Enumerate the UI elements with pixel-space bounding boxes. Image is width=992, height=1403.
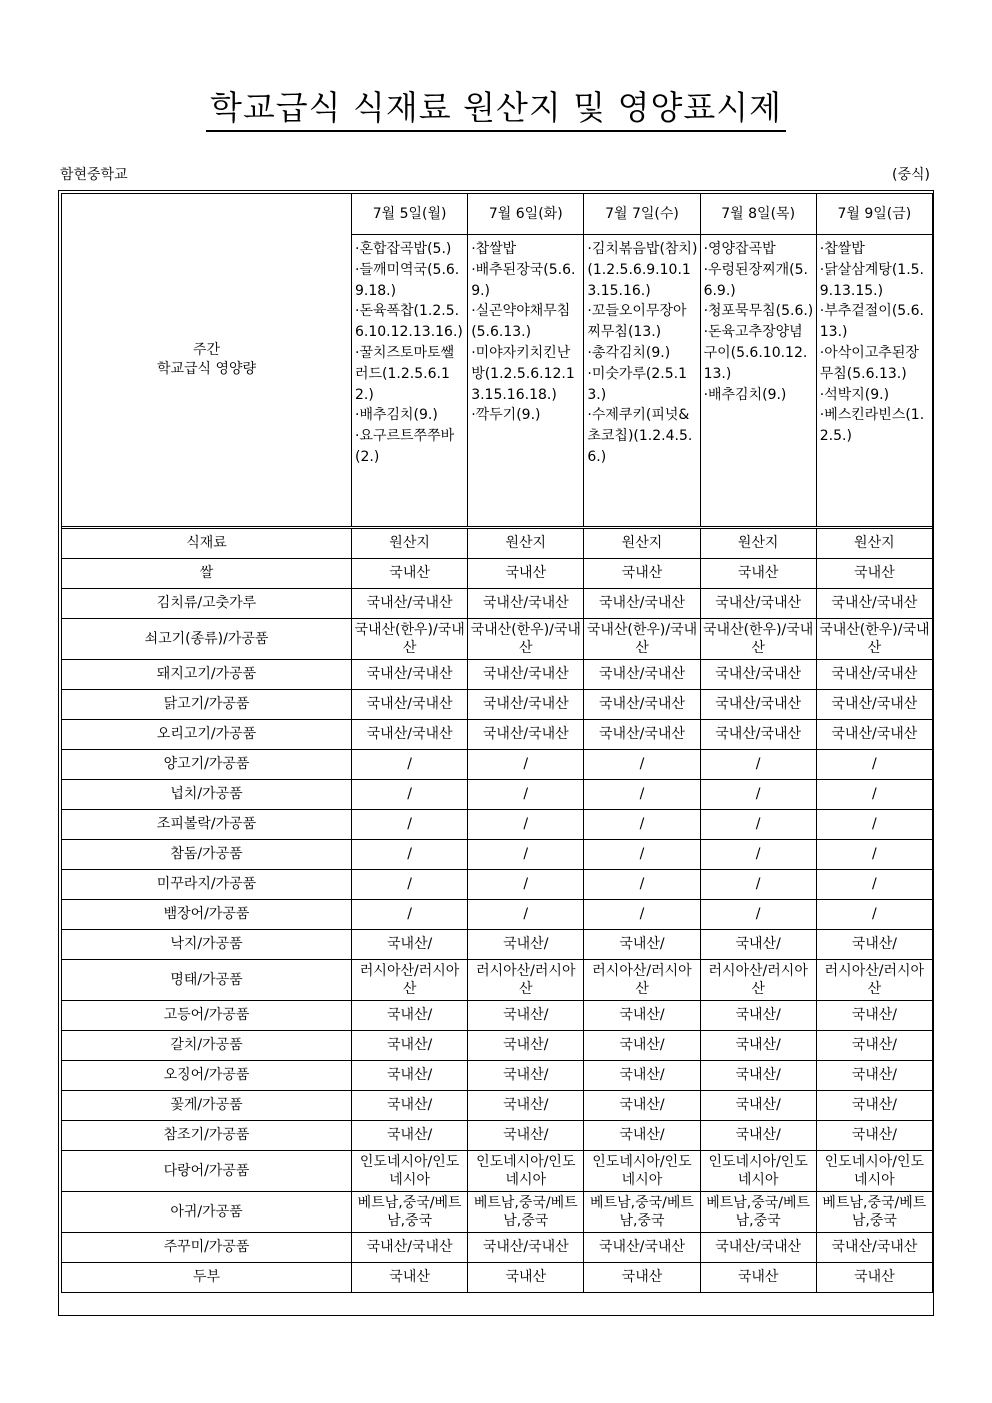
origin-value: 국내산/국내산 — [816, 660, 932, 690]
menu-item: ·꿀치즈토마토쌜러드(1.2.5.6.12.) — [355, 344, 455, 403]
menu-item: ·찹쌀밥 — [819, 241, 865, 257]
origin-value: / — [468, 840, 584, 870]
menu-item: ·청포묵무침(5.6.) — [703, 303, 814, 320]
origin-value: 국내산/ — [584, 1121, 700, 1151]
daily-menu-cell — [468, 235, 584, 527]
origin-row — [62, 1192, 933, 1233]
origin-header: 원산지 — [584, 529, 700, 559]
day-header-row — [62, 194, 933, 235]
menu-item: ·돈육폭찹(1.2.5.6.10.12.13.16.) — [355, 303, 463, 341]
menu-item: ·혼합잡곡밥(5.) — [355, 241, 452, 257]
origin-header-row — [62, 529, 933, 559]
origin-value: 국내산 — [700, 1263, 816, 1293]
origin-value: 국내산/국내산 — [584, 720, 700, 750]
ingredient-name: 쇠고기(종류)/가공품 — [62, 619, 352, 660]
ingredient-name: 닭고기/가공품 — [62, 690, 352, 720]
menu-item: ·찹쌀밥 — [471, 241, 517, 257]
meal-type: (중식) — [892, 167, 930, 183]
day-header: 7월 9일(금) — [816, 194, 932, 235]
origin-value: 국내산/ — [352, 1001, 468, 1031]
origin-row — [62, 660, 933, 690]
origin-value: 국내산/국내산 — [584, 1233, 700, 1263]
origin-row — [62, 1061, 933, 1091]
origin-value: 국내산/ — [584, 930, 700, 960]
origin-value: 국내산/ — [700, 930, 816, 960]
menu-origin-table — [61, 193, 933, 1293]
origin-value: 러시아산/러시아산 — [584, 960, 700, 1001]
menu-item: ·돈육고추장양념구이(5.6.10.12.13.) — [703, 324, 808, 382]
ingredient-name: 쌀 — [62, 559, 352, 589]
origin-value: 국내산/국내산 — [352, 690, 468, 720]
origin-value: 국내산/국내산 — [700, 690, 816, 720]
ingredient-name: 김치류/고춧가루 — [62, 589, 352, 619]
origin-value: 국내산/국내산 — [584, 660, 700, 690]
origin-value: 국내산 — [468, 559, 584, 589]
origin-header-label: 식재료 — [62, 529, 352, 559]
origin-value: 국내산/국내산 — [700, 1233, 816, 1263]
origin-row — [62, 559, 933, 589]
origin-header: 원산지 — [468, 529, 584, 559]
origin-value: 국내산(한우)/국내산 — [816, 619, 932, 660]
origin-value: / — [816, 750, 932, 780]
origin-value: 국내산(한우)/국내산 — [352, 619, 468, 660]
menu-item: ·배추김치(9.) — [355, 407, 438, 424]
origin-value: 국내산/국내산 — [468, 660, 584, 690]
origin-value: 국내산/ — [700, 1091, 816, 1121]
ingredient-name: 꽃게/가공품 — [62, 1091, 352, 1121]
ingredient-name: 갈치/가공품 — [62, 1031, 352, 1061]
day-header: 7월 7일(수) — [584, 194, 700, 235]
origin-value: 국내산/국내산 — [700, 660, 816, 690]
origin-value: / — [468, 900, 584, 930]
origin-value: 베트남,중국/베트남,중국 — [584, 1192, 700, 1233]
daily-menu-cell — [584, 235, 700, 527]
origin-value: 국내산/ — [468, 1031, 584, 1061]
menu-item: ·배추김치(9.) — [703, 386, 787, 403]
menu-item: ·실곤약야채무침(5.6.13.) — [471, 303, 571, 341]
ingredient-name: 미꾸라지/가공품 — [62, 870, 352, 900]
ingredient-name: 조피볼락/가공품 — [62, 810, 352, 840]
origin-value: 국내산/ — [584, 1061, 700, 1091]
origin-row — [62, 1151, 933, 1192]
origin-value: 국내산/ — [352, 1031, 468, 1061]
origin-row — [62, 750, 933, 780]
origin-value: 러시아산/러시아산 — [352, 960, 468, 1001]
origin-value: / — [468, 870, 584, 900]
ingredient-name: 양고기/가공품 — [62, 750, 352, 780]
nutrition-label-cell — [62, 194, 352, 527]
origin-value: 국내산/국내산 — [352, 720, 468, 750]
origin-value: 국내산/국내산 — [816, 1233, 932, 1263]
origin-value: 국내산/국내산 — [468, 720, 584, 750]
origin-value: / — [352, 750, 468, 780]
origin-value: / — [700, 780, 816, 810]
origin-value: 국내산 — [468, 1263, 584, 1293]
origin-header: 원산지 — [700, 529, 816, 559]
ingredient-name: 아귀/가공품 — [62, 1192, 352, 1233]
origin-value: 국내산 — [584, 559, 700, 589]
origin-value: 인도네시아/인도네시아 — [584, 1151, 700, 1192]
origin-value: 국내산/ — [700, 1001, 816, 1031]
origin-value: / — [352, 840, 468, 870]
origin-value: 국내산/국내산 — [700, 720, 816, 750]
origin-value: 국내산 — [816, 1263, 932, 1293]
origin-value: / — [468, 780, 584, 810]
origin-value: / — [700, 900, 816, 930]
origin-value: 국내산/ — [816, 1121, 932, 1151]
origin-value: 국내산 — [816, 559, 932, 589]
menu-item: ·깍두기(9.) — [471, 407, 541, 424]
origin-row — [62, 900, 933, 930]
origin-value: 러시아산/러시아산 — [468, 960, 584, 1001]
menu-item: ·부추겉절이(5.6.13.) — [819, 303, 924, 341]
menu-item: ·미숫가루(2.5.13.) — [587, 365, 688, 403]
origin-value: / — [700, 810, 816, 840]
origin-value: 러시아산/러시아산 — [700, 960, 816, 1001]
origin-value: 국내산/ — [816, 1091, 932, 1121]
menu-item: ·들깨미역국(5.6.9.18.) — [355, 261, 460, 299]
daily-menu-cell — [700, 235, 816, 527]
origin-value: 국내산/국내산 — [584, 690, 700, 720]
origin-value: 국내산/ — [352, 1061, 468, 1091]
document-title-wrap — [0, 88, 992, 132]
ingredient-name: 명태/가공품 — [62, 960, 352, 1001]
day-header: 7월 6일(화) — [468, 194, 584, 235]
origin-value: 국내산/국내산 — [468, 589, 584, 619]
origin-value: 국내산/ — [468, 1121, 584, 1151]
origin-value: 국내산/ — [816, 1001, 932, 1031]
origin-value: 국내산/국내산 — [700, 589, 816, 619]
origin-value: / — [816, 780, 932, 810]
origin-value: 베트남,중국/베트남,중국 — [352, 1192, 468, 1233]
origin-value: / — [584, 840, 700, 870]
origin-value: / — [352, 780, 468, 810]
origin-value: 국내산(한우)/국내산 — [700, 619, 816, 660]
origin-row — [62, 690, 933, 720]
school-name: 함현중학교 — [60, 167, 128, 183]
origin-value: 국내산/ — [816, 1061, 932, 1091]
origin-value: 국내산(한우)/국내산 — [584, 619, 700, 660]
origin-value: / — [584, 780, 700, 810]
origin-row — [62, 840, 933, 870]
origin-value: 국내산 — [352, 559, 468, 589]
origin-value: / — [584, 810, 700, 840]
day-header: 7월 8일(목) — [700, 194, 816, 235]
origin-row — [62, 930, 933, 960]
origin-row — [62, 810, 933, 840]
origin-value: / — [816, 900, 932, 930]
origin-value: 국내산/국내산 — [816, 589, 932, 619]
origin-value: / — [584, 750, 700, 780]
origin-value: 국내산/ — [584, 1001, 700, 1031]
menu-item: ·미야자키치킨난방(1.2.5.6.12.13.15.16.18.) — [471, 344, 575, 403]
menu-item: ·영양잡곡밥 — [703, 241, 776, 257]
origin-row — [62, 960, 933, 1001]
origin-row — [62, 870, 933, 900]
origin-header: 원산지 — [352, 529, 468, 559]
daily-menu-cell — [816, 235, 932, 527]
menu-item: ·꼬들오이무장아찌무침(13.) — [587, 303, 687, 341]
origin-value: 국내산/국내산 — [468, 1233, 584, 1263]
origin-value: 국내산/ — [816, 1031, 932, 1061]
menu-item: ·우렁된장찌개(5.6.9.) — [703, 261, 808, 299]
origin-header: 원산지 — [816, 529, 932, 559]
menu-item: ·요구르트쭈쭈바(2.) — [355, 428, 455, 465]
origin-row — [62, 1001, 933, 1031]
origin-row — [62, 1121, 933, 1151]
origin-value: 국내산/ — [468, 930, 584, 960]
ingredient-name: 다랑어/가공품 — [62, 1151, 352, 1192]
origin-value: 국내산/ — [352, 930, 468, 960]
origin-value: 국내산/ — [816, 930, 932, 960]
origin-value: 국내산/ — [700, 1061, 816, 1091]
origin-value: 국내산/ — [584, 1031, 700, 1061]
menu-item: ·베스킨라빈스(1.2.5.) — [819, 407, 925, 445]
origin-value: 국내산/국내산 — [352, 589, 468, 619]
origin-value: 국내산/국내산 — [352, 1233, 468, 1263]
day-header: 7월 5일(월) — [352, 194, 468, 235]
origin-value: / — [700, 870, 816, 900]
origin-value: 국내산/국내산 — [816, 720, 932, 750]
origin-row — [62, 619, 933, 660]
menu-item: ·김치볶음밥(참치)(1.2.5.6.9.10.13.15.16.) — [587, 241, 698, 299]
origin-value: 국내산 — [584, 1263, 700, 1293]
origin-value: 인도네시아/인도네시아 — [468, 1151, 584, 1192]
origin-row — [62, 1031, 933, 1061]
origin-value: 국내산/ — [700, 1031, 816, 1061]
ingredient-name: 뱀장어/가공품 — [62, 900, 352, 930]
ingredient-name: 주꾸미/가공품 — [62, 1233, 352, 1263]
origin-value: / — [700, 840, 816, 870]
origin-value: 베트남,중국/베트남,중국 — [468, 1192, 584, 1233]
origin-value: 국내산/ — [352, 1121, 468, 1151]
menu-item: ·수제쿠키(피넛&초코칩)(1.2.4.5.6.) — [587, 407, 693, 465]
origin-value: 국내산/ — [468, 1061, 584, 1091]
origin-value: 국내산/ — [468, 1091, 584, 1121]
daily-menu-cell — [352, 235, 468, 527]
ingredient-name: 넙치/가공품 — [62, 780, 352, 810]
ingredient-name: 낙지/가공품 — [62, 930, 352, 960]
origin-value: / — [816, 870, 932, 900]
origin-value: 인도네시아/인도네시아 — [816, 1151, 932, 1192]
origin-row — [62, 1233, 933, 1263]
origin-value: 국내산/ — [468, 1001, 584, 1031]
menu-item: ·석박지(9.) — [819, 386, 890, 403]
menu-item: ·총각김치(9.) — [587, 344, 671, 361]
ingredient-name: 고등어/가공품 — [62, 1001, 352, 1031]
origin-value: 국내산/ — [700, 1121, 816, 1151]
origin-value: 국내산/국내산 — [468, 690, 584, 720]
ingredient-name: 두부 — [62, 1263, 352, 1293]
origin-value: / — [816, 840, 932, 870]
origin-value: 베트남,중국/베트남,중국 — [700, 1192, 816, 1233]
origin-value: 인도네시아/인도네시아 — [352, 1151, 468, 1192]
menu-item: ·아삭이고추된장무침(5.6.13.) — [819, 344, 919, 382]
origin-value: / — [468, 750, 584, 780]
origin-value: 국내산 — [352, 1263, 468, 1293]
origin-value: / — [816, 810, 932, 840]
ingredient-name: 오리고기/가공품 — [62, 720, 352, 750]
ingredient-name: 돼지고기/가공품 — [62, 660, 352, 690]
ingredient-name: 참돔/가공품 — [62, 840, 352, 870]
origin-value: / — [584, 870, 700, 900]
nutrition-label-line: 학교급식 영양량 — [156, 361, 257, 377]
origin-value: 베트남,중국/베트남,중국 — [816, 1192, 932, 1233]
origin-row — [62, 589, 933, 619]
ingredient-name: 오징어/가공품 — [62, 1061, 352, 1091]
origin-value: / — [584, 900, 700, 930]
origin-value: / — [700, 750, 816, 780]
origin-value: / — [352, 870, 468, 900]
origin-value: / — [352, 810, 468, 840]
menu-item: ·닭살삼계탕(1.5.9.13.15.) — [819, 261, 924, 299]
menu-item: ·배추된장국(5.6.9.) — [471, 261, 576, 299]
origin-value: 국내산(한우)/국내산 — [468, 619, 584, 660]
origin-value: 국내산/국내산 — [584, 589, 700, 619]
origin-value: 국내산 — [700, 559, 816, 589]
nutrition-label-line: 주간 — [192, 342, 221, 358]
origin-value: 러시아산/러시아산 — [816, 960, 932, 1001]
document-title: 학교급식 식재료 원산지 및 영양표시제 — [206, 88, 786, 132]
origin-row — [62, 720, 933, 750]
origin-value: 국내산/ — [352, 1091, 468, 1121]
origin-value: 국내산/ — [584, 1091, 700, 1121]
origin-row — [62, 780, 933, 810]
origin-row — [62, 1263, 933, 1293]
origin-value: / — [352, 900, 468, 930]
origin-value: 국내산/국내산 — [816, 690, 932, 720]
origin-value: 인도네시아/인도네시아 — [700, 1151, 816, 1192]
ingredient-name: 참조기/가공품 — [62, 1121, 352, 1151]
origin-value: 국내산/국내산 — [352, 660, 468, 690]
origin-row — [62, 1091, 933, 1121]
origin-value: / — [468, 810, 584, 840]
